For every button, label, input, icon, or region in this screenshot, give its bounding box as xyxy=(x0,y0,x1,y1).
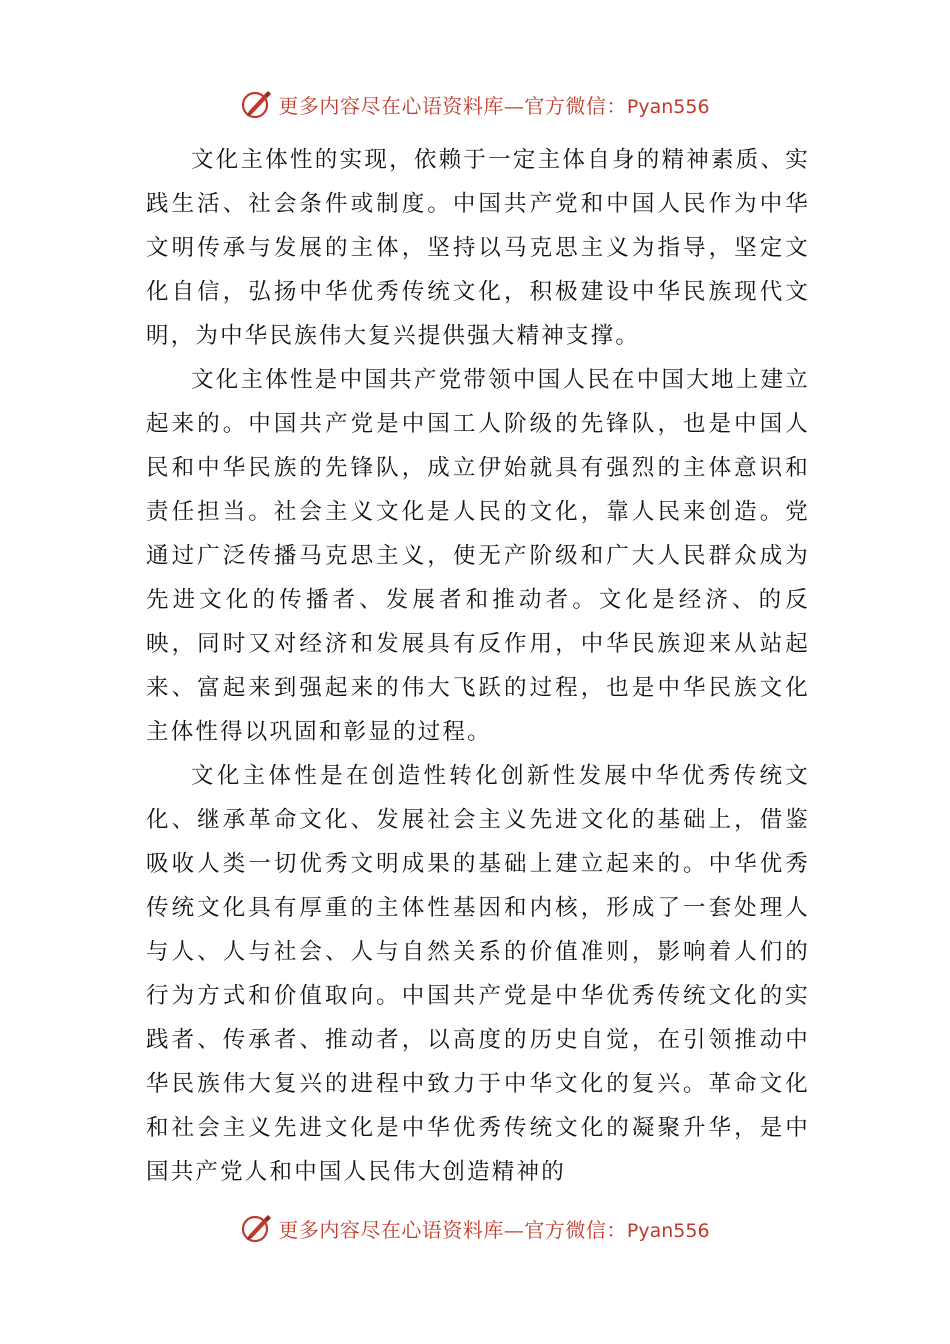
watermark-text: 更多内容尽在心语资料库—官方微信：Pyan556 xyxy=(278,93,710,118)
paragraph-1: 文化主体性的实现，依赖于一定主体自身的精神素质、实践生活、社会条件或制度。中国共产党和中国人民作为中华文明传承与发展的主体，坚持以马克思主义为指导，坚定文化自信，弘扬中华优秀传统文化，积极建设中华民族现代文明，为中华民族伟大复兴提供强大精神支撑。 xyxy=(146,147,810,349)
paragraph-2: 文化主体性是中国共产党带领中国人民在中国大地上建立起来的。中国共产党是中国工人阶级的先锋队，也是中国人民和中华民族的先锋队，成立伊始就具有强烈的主体意识和责任担当。社会主义文化是人民的文化，靠人民来创造。党通过广泛传播马克思主义，使无产阶级和广大人民群众成为先进文化的传播者、发展者和推动者。文化是经济、的反映，同时又对经济和发展具有反作用，中华民族迎来从站起来、富起来到强起来的伟大飞跃的过程，也是中华民族文化主体性得以巩固和彰显的过程。 xyxy=(146,367,810,745)
pen-circle-icon xyxy=(240,1211,274,1245)
wechat-id: Pyan556 xyxy=(626,95,710,118)
document-body xyxy=(146,138,810,1194)
paragraph-3: 文化主体性是在创造性转化创新性发展中华优秀传统文化、继承革命文化、发展社会主义先进文化的基础上，借鉴吸收人类一切优秀文明成果的基础上建立起来的。中华优秀传统文化具有厚重的主体性基因和内核，形成了一套处理人与人、人与社会、人与自然关系的价值准则，影响着人们的行为方式和价值取向。中国共产党是中华优秀传统文化的实践者、传承者、推动者，以高度的历史自觉，在引领推动中华民族伟大复兴的进程中致力于中华文化的复兴。革命文化和社会主义先进文化是中华优秀传统文化的凝聚升华，是中国共产党人和中国人民伟大创造精神的 xyxy=(146,763,810,1185)
pen-circle-icon xyxy=(240,87,274,121)
watermark-text: 更多内容尽在心语资料库—官方微信：Pyan556 xyxy=(278,1217,710,1242)
footer-watermark xyxy=(0,1208,950,1248)
wechat-id: Pyan556 xyxy=(626,1219,710,1242)
header-watermark xyxy=(0,84,950,124)
